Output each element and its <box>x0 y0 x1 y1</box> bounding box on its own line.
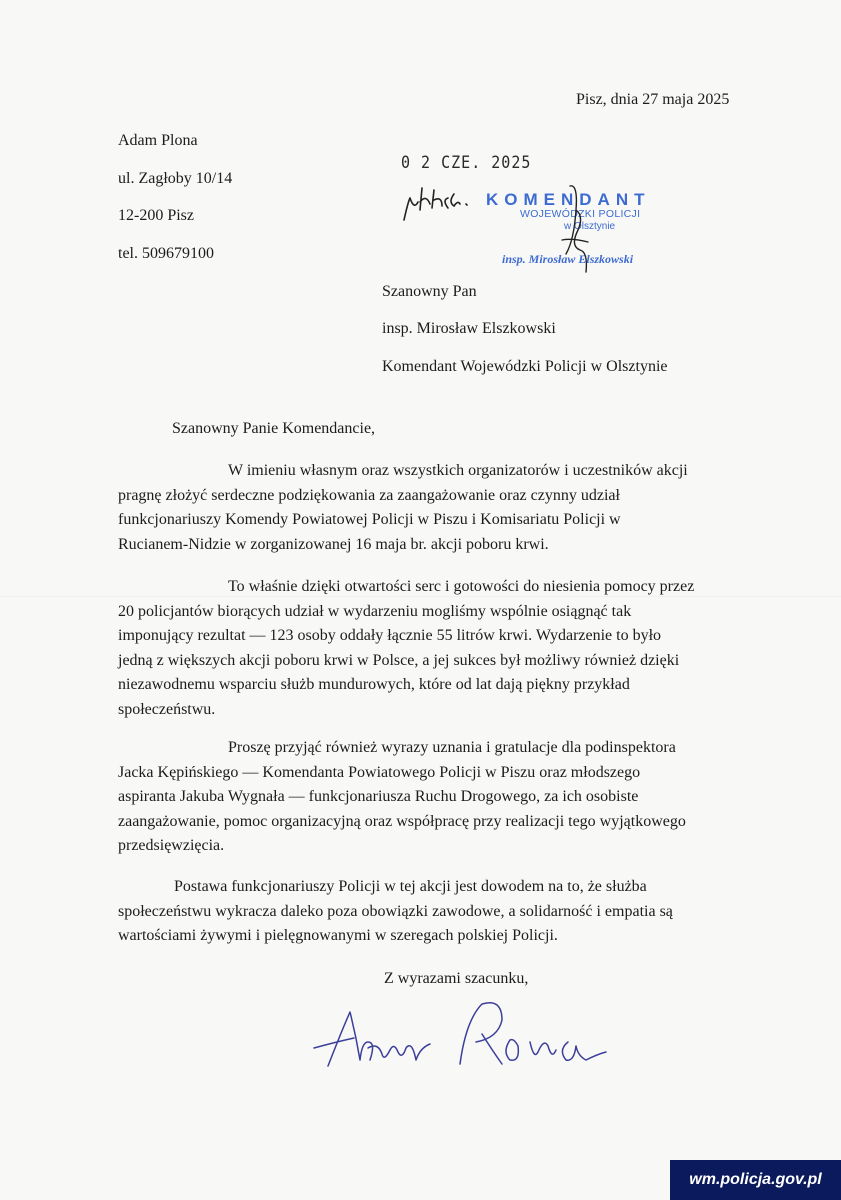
paragraph-line: Postawa funkcjonariuszy Policji w tej akcji jest dowodem na to, że służba <box>174 878 647 895</box>
stamp-name: insp. Mirosław Elszkowski <box>502 252 634 266</box>
paragraph-line: jedną z większych akcji poboru krwi w Polsce, a jej sukces był możliwy również dzięki <box>118 651 680 669</box>
commander-signature <box>548 180 598 280</box>
paragraph-1 <box>118 459 738 557</box>
closing: Z wyrazami szacunku, <box>384 970 529 987</box>
paragraph-2 <box>118 575 738 722</box>
paragraph-line: W imieniu własnym oraz wszystkich organizatorów i uczestników akcji <box>228 462 688 479</box>
recipient-position: Komendant Wojewódzki Policji w Olsztynie <box>382 358 668 375</box>
paragraph-4 <box>118 875 738 949</box>
paragraph-line: niezawodnemu wsparciu służb mundurowych, które od lat dają piękny przykład <box>118 676 630 693</box>
paragraph-line: zaangażowanie, pomoc organizacyjną oraz współpracę przy realizacji tego wyjątkowego <box>118 812 686 830</box>
stamp-city: w Olsztynie <box>564 221 616 232</box>
recipient-salutation: Szanowny Pan <box>382 283 477 300</box>
paragraph-line: pragnę złożyć serdeczne podziękowania za zaangażowanie oraz czynny udział <box>118 486 620 504</box>
sender-city: 12-200 Pisz <box>118 207 194 224</box>
stamp-unit: WOJEWÓDZKI POLICJI <box>520 208 641 220</box>
paragraph-line: Rucianem-Nidzie w zorganizowanej 16 maja br. akcji poboru krwi. <box>118 535 549 553</box>
paragraph-3 <box>118 736 738 859</box>
paragraph-line: 20 policjantów biorących udział w wydarzeniu mogliśmy wspólnie osiągnąć tak <box>118 602 632 620</box>
paragraph-line: wartościami żywymi i pielęgnowanymi w szeregach polskiej Policji. <box>118 927 558 944</box>
recipient-name: insp. Mirosław Elszkowski <box>382 320 556 337</box>
sender-signature <box>306 990 626 1090</box>
paragraph-line: przedsięwzięcia. <box>118 837 225 854</box>
paragraph-line: funkcjonariuszy Komendy Powiatowej Policji w Piszu i Komisariatu Policji w <box>118 511 621 528</box>
paragraph-line: imponujący rezultat — 123 osoby oddały łącznie 55 litrów krwi. Wydarzenie to było <box>118 627 662 644</box>
handwritten-annotation <box>398 180 488 230</box>
stamp-title: KOMENDANT <box>486 190 651 209</box>
sender-name: Adam Plona <box>118 132 198 149</box>
paragraph-line: To właśnie dzięki otwartości serc i gotowości do niesienia pomocy przez <box>228 578 695 595</box>
paragraph-line: społeczeństwu wykracza daleko poza obowiązki zawodowe, a solidarność i empatia są <box>118 902 673 920</box>
place-date: Pisz, dnia 27 maja 2025 <box>576 91 730 108</box>
paragraph-line: aspiranta Jakuba Wygnała — funkcjonariusza Ruchu Drogowego, za ich osobiste <box>118 788 639 805</box>
sender-street: ul. Zagłoby 10/14 <box>118 170 233 187</box>
paragraph-line: Proszę przyjąć również wyrazy uznania i gratulacje dla podinspektora <box>228 739 676 756</box>
sender-phone: tel. 509679100 <box>118 245 214 262</box>
watermark-logo: wm.policja.gov.pl <box>670 1160 841 1200</box>
paragraph-line: społeczeństwu. <box>118 700 216 718</box>
greeting: Szanowny Panie Komendancie, <box>172 420 376 437</box>
received-date-stamp: 0 2 CZE. 2025 <box>401 152 532 173</box>
paragraph-line: Jacka Kępińskiego — Komendanta Powiatowego Policji w Piszu oraz młodszego <box>118 763 641 781</box>
